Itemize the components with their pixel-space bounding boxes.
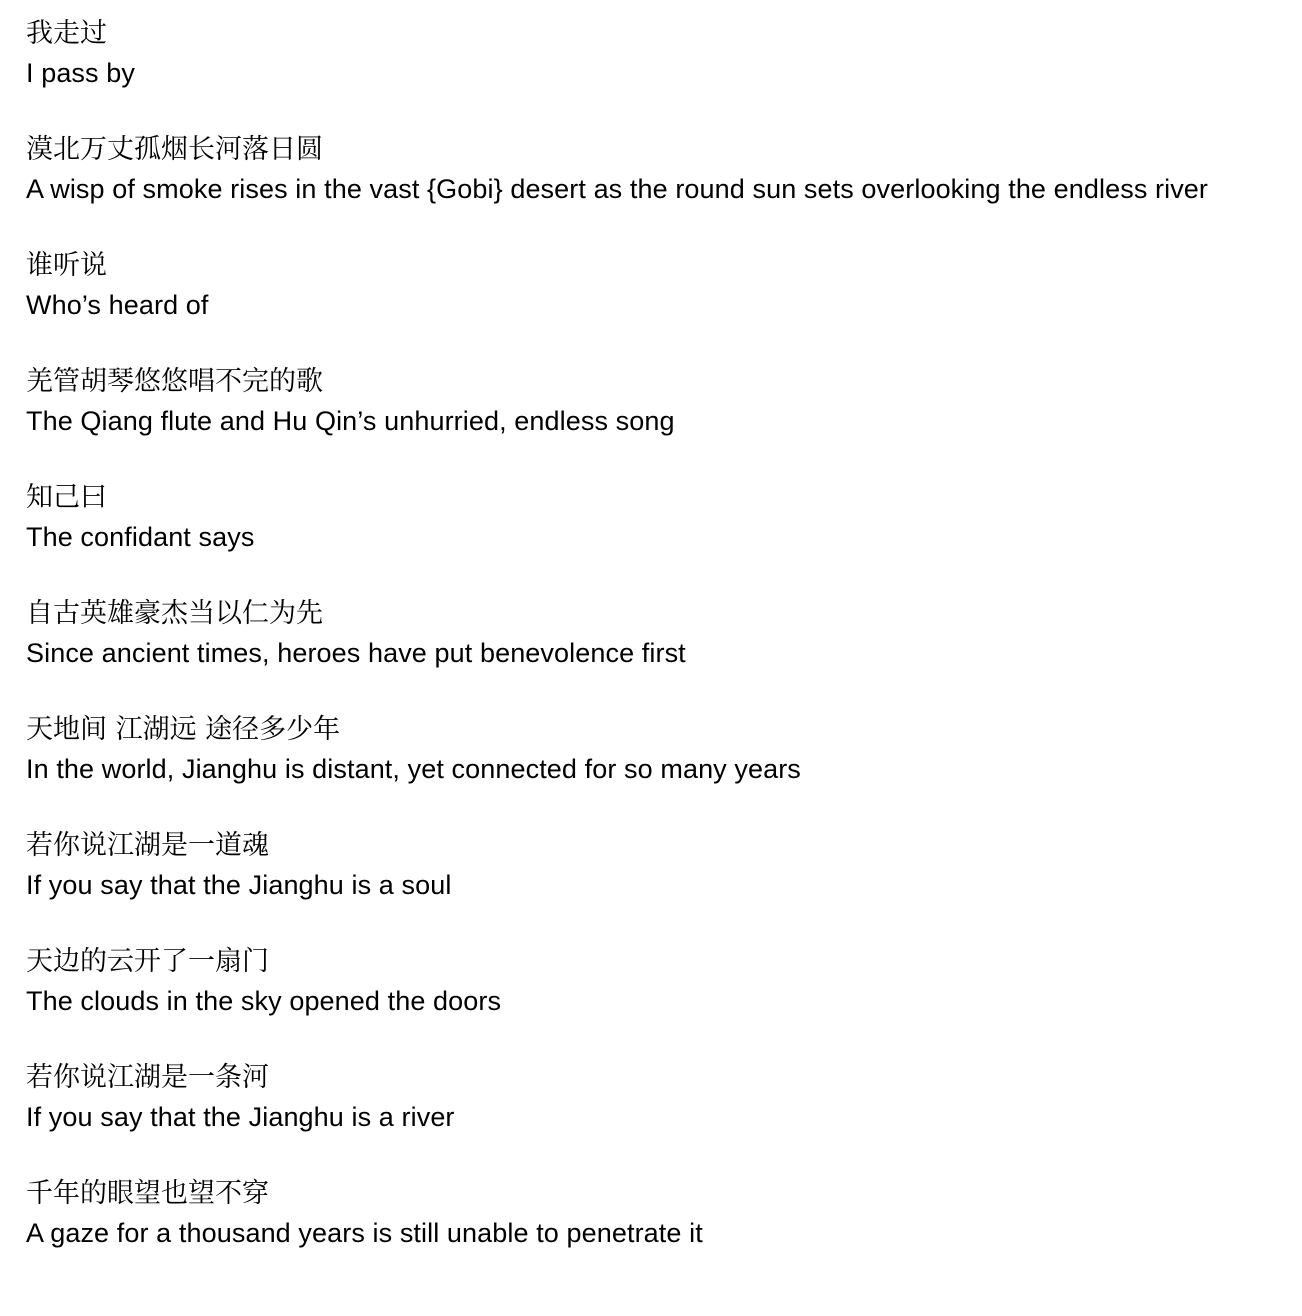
lyric-stanza-7 (26, 710, 1276, 788)
lyric-stanza-1 (26, 14, 1276, 92)
english-translation: Who’s heard of (26, 290, 209, 320)
lyrics-document (26, 14, 1276, 1290)
lyric-stanza-4 (26, 362, 1276, 440)
lyric-stanza-2 (26, 130, 1276, 208)
chinese-line: 若你说江湖是一道魂 (26, 830, 269, 861)
english-translation: In the world, Jianghu is distant, yet connected for so many years (26, 754, 801, 784)
english-translation: A gaze for a thousand years is still unable to penetrate it (26, 1218, 703, 1248)
english-translation: The Qiang flute and Hu Qin’s unhurried, endless song (26, 406, 675, 436)
english-translation: I pass by (26, 58, 135, 88)
lyric-stanza-9 (26, 942, 1276, 1020)
chinese-line: 谁听说 (26, 250, 107, 281)
chinese-line: 我走过 (26, 18, 107, 49)
lyric-stanza-10 (26, 1058, 1276, 1136)
lyric-stanza-11 (26, 1174, 1276, 1252)
english-translation: The clouds in the sky opened the doors (26, 986, 502, 1016)
chinese-line: 天地间 江湖远 途径多少年 (26, 714, 341, 745)
lyric-stanza-3 (26, 246, 1276, 324)
english-translation: If you say that the Jianghu is a river (26, 1102, 455, 1132)
chinese-line: 天边的云开了一扇门 (26, 946, 269, 977)
chinese-line: 自古英雄豪杰当以仁为先 (26, 598, 323, 629)
chinese-line: 若你说江湖是一条河 (26, 1062, 269, 1093)
chinese-line: 漠北万丈孤烟长河落日圆 (26, 134, 323, 165)
chinese-line: 知己曰 (26, 482, 107, 513)
english-translation: A wisp of smoke rises in the vast {Gobi} desert as the round sun sets overlooking the endless river (26, 174, 1209, 204)
chinese-line: 羌管胡琴悠悠唱不完的歌 (26, 366, 323, 397)
english-translation: The confidant says (26, 522, 255, 552)
english-translation: Since ancient times, heroes have put benevolence first (26, 638, 686, 668)
chinese-line: 千年的眼望也望不穿 (26, 1178, 269, 1209)
lyric-stanza-6 (26, 594, 1276, 672)
lyric-stanza-5 (26, 478, 1276, 556)
lyric-stanza-8 (26, 826, 1276, 904)
english-translation: If you say that the Jianghu is a soul (26, 870, 452, 900)
